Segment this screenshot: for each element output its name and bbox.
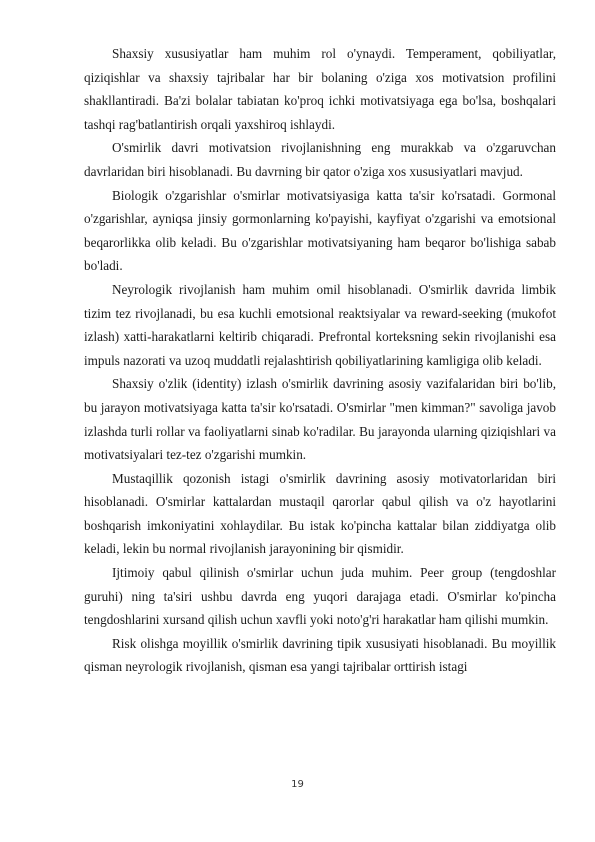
paragraph-biological-changes: Biologik o'zgarishlar o'smirlar motivatsiyasiga katta ta'sir ko'rsatadi. Gormonal o'zgarishlar, ayniqsa jinsiy gormonlarning ko'payishi, kayfiyat o'zgarishi va emotsional beqarorlikka olib keladi. Bu o'zgarishlar motivatsiyaning ham beqaror bo'lishiga sabab bo'ladi.	[84, 187, 556, 274]
paragraph-identity-search: Shaxsiy o'zlik (identity) izlash o'smirlik davrining asosiy vazifalaridan biri bo'lib, bu jarayon motivatsiyaga katta ta'sir ko'rsatadi. O'smirlar "men kimman?" savoliga javob izlashda turli rollar va faoliyatlarni sinab ko'radilar. Bu jarayonda ularning qiziqishlari va motivatsiyalari tez-tez o'zgarishi mumkin.	[84, 376, 556, 463]
paragraph-independence: Mustaqillik qozonish istagi o'smirlik davrining asosiy motivatorlaridan biri hisoblanadi. O'smirlar kattalardan mustaqil qarorlar qabul qilish va o'z hayotlarini boshqarish imkoniyatini xohlaydilar. Bu istak ko'pincha kattalar bilan ziddiyatga olib keladi, lekin bu normal rivojlanish jarayonining bir qismidir.	[84, 470, 556, 557]
paragraph-adolescence: O'smirlik davri motivatsion rivojlanishning eng murakkab va o'zgaruvchan davrlaridan biri hisoblanadi. Bu davrning bir qator o'ziga xos xususiyatlari mavjud.	[84, 140, 556, 179]
document-page	[84, 42, 556, 679]
paragraph-personal-traits: Shaxsiy xususiyatlar ham muhim rol o'ynaydi. Temperament, qobiliyatlar, qiziqishlar va shaxsiy tajribalar har bir bolaning o'ziga xos motivatsion profilini shakllantiradi. Ba'zi bolalar tabiatan ko'proq ichki motivatsiyaga ega bo'lsa, boshqalari tashqi rag'batlantirish orqali yaxshiroq ishlaydi.	[84, 46, 556, 132]
paragraph-neurological-development: Neyrologik rivojlanish ham muhim omil hisoblanadi. O'smirlik davrida limbik tizim tez rivojlanadi, bu esa kuchli emotsional reaktsiyalar va reward-seeking (mukofot izlash) xatti-harakatlarni keltirib chiqaradi. Prefrontal korteksning sekin rivojlanishi esa impuls nazorati va uzoq muddatli rejalashtirish qobiliyatlarining kamligiga olib keladi.	[84, 281, 556, 368]
page-number: 19	[291, 779, 304, 790]
paragraph-social-acceptance: Ijtimoiy qabul qilinish o'smirlar uchun juda muhim. Peer group (tengdoshlar guruhi) ning ta'siri ushbu davrda eng yuqori darajaga etadi. O'smirlar ko'pincha tengdoshlarini xursand qilish uchun xavfli yoki noto'g'ri harakatlar ham qilishi mumkin.	[84, 565, 556, 628]
paragraph-risk-taking: Risk olishga moyillik o'smirlik davrining tipik xususiyati hisoblanadi. Bu moyillik qisman neyrologik rivojlanish, qisman esa yangi tajribalar orttirish istagi	[84, 635, 556, 675]
